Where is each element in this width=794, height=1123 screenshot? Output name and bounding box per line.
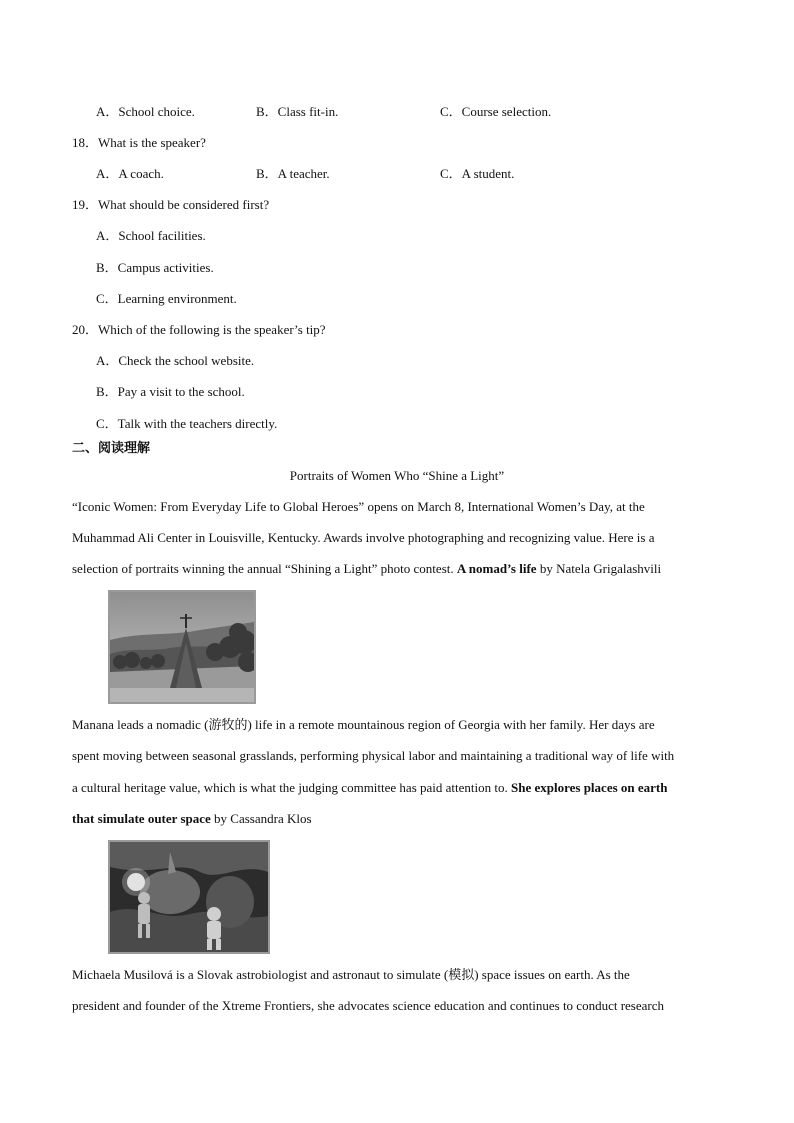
photo1-byline: by Natela Grigalashvili <box>536 561 662 576</box>
intro-line-3 <box>72 561 661 577</box>
p1-line-3 <box>72 780 667 796</box>
q19-option-a: A．School facilities. <box>96 228 206 243</box>
cave-photo-image <box>110 842 268 952</box>
intro-line-1: “Iconic Women: From Everyday Life to Global Heroes” opens on March 8, International Women’s Day, at the <box>72 499 645 514</box>
q20-option-a: A．Check the school website. <box>96 353 255 368</box>
q19-stem: 19．What should be considered first? <box>72 197 270 212</box>
q20-option-c: C．Talk with the teachers directly. <box>96 416 278 431</box>
q17-option-a: A．School choice. <box>96 104 195 119</box>
p2-line-1: Michaela Musilová is a Slovak astrobiologist and astronaut to simulate (模拟) space issues on earth. As the <box>72 967 630 982</box>
q20-stem: 20．Which of the following is the speaker’s tip? <box>72 322 326 337</box>
photo1-title: A nomad’s life <box>456 561 537 576</box>
q17-option-c: C．Course selection. <box>440 104 552 119</box>
nomad-photo-image <box>110 592 254 702</box>
passage-title: Portraits of Women Who “Shine a Light” <box>289 468 505 483</box>
cave-photo <box>108 840 270 954</box>
q19-option-c: C．Learning environment. <box>96 291 237 306</box>
intro-line-3-text: selection of portraits winning the annual “Shining a Light” photo contest. <box>72 561 457 576</box>
q17-option-b: B．Class fit-in. <box>256 104 339 119</box>
p2-line-2: president and founder of the Xtreme Frontiers, she advocates science education and continues to conduct research <box>72 998 665 1013</box>
intro-line-2: Muhammad Ali Center in Louisville, Kentucky. Awards involve photographing and recognizing value. Here is a <box>72 530 655 545</box>
q18-option-a: A．A coach. <box>96 166 164 181</box>
p1-line-3-text: a cultural heritage value, which is what the judging committee has paid attention to. <box>72 780 511 795</box>
q18-option-c: C．A student. <box>440 166 515 181</box>
q18-stem: 18．What is the speaker? <box>72 135 206 150</box>
q20-option-b: B．Pay a visit to the school. <box>96 384 245 399</box>
photo2-title-part1: She explores places on earth <box>511 780 668 795</box>
p1-line-1: Manana leads a nomadic (游牧的) life in a remote mountainous region of Georgia with her family. Her days are <box>72 717 655 732</box>
nomad-photo <box>108 590 256 704</box>
q19-option-b: B．Campus activities. <box>96 260 214 275</box>
p1-line-4 <box>72 811 312 827</box>
section-heading: 二、阅读理解 <box>72 441 151 456</box>
q18-option-b: B．A teacher. <box>256 166 330 181</box>
photo2-title-part2: that simulate outer space <box>72 811 211 826</box>
p1-line-2: spent moving between seasonal grasslands, performing physical labor and maintaining a traditional way of life with <box>72 748 675 763</box>
photo2-byline: by Cassandra Klos <box>210 811 312 826</box>
